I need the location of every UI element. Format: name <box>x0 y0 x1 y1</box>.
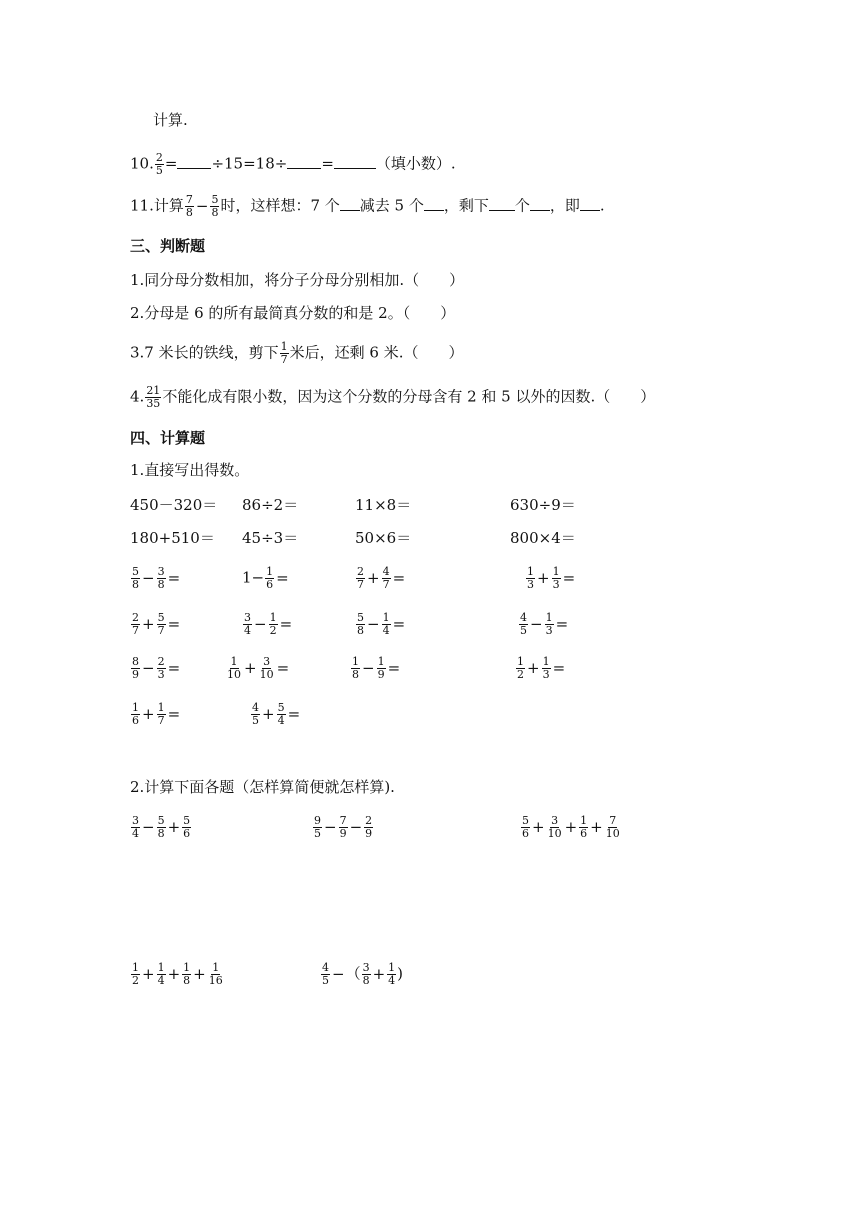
numerator: 3 <box>244 611 251 624</box>
denominator: 6 <box>580 827 588 840</box>
mental-calc-item: 800×4＝ <box>510 529 576 547</box>
fraction <box>157 566 166 591</box>
fraction <box>605 815 621 840</box>
denominator: 4 <box>277 714 285 727</box>
operator: + <box>142 704 155 723</box>
numerator: 1 <box>545 611 553 624</box>
judge-q1: 1.同分母分数相加，将分子分母分别相加.（ ） <box>130 271 465 289</box>
numerator: 1 <box>552 565 560 578</box>
denominator: 10 <box>259 668 274 681</box>
fraction <box>131 566 140 591</box>
equals: = <box>276 658 290 677</box>
numerator: 5 <box>183 814 191 827</box>
q11-text: 时，这样想：7 个 <box>220 196 340 215</box>
operator: + <box>142 614 155 633</box>
numerator: 4 <box>382 565 390 578</box>
numerator: 1 <box>157 701 165 714</box>
denominator: 5 <box>314 827 321 840</box>
fraction <box>387 962 396 987</box>
expression-4 <box>130 962 225 987</box>
numerator: 5 <box>522 814 529 827</box>
denominator: 4 <box>157 974 165 987</box>
numerator: 5 <box>211 193 219 206</box>
operator: + <box>532 817 545 836</box>
expression-1 <box>130 815 192 840</box>
fraction-item <box>130 566 181 591</box>
fraction <box>516 656 525 681</box>
denominator: 3 <box>157 668 165 681</box>
denominator: 8 <box>362 974 370 987</box>
fraction <box>382 566 391 591</box>
q10-text: ÷15=18÷ <box>211 154 288 173</box>
fraction <box>131 702 140 727</box>
denominator: 10 <box>605 827 620 840</box>
fraction-item <box>130 702 181 727</box>
fraction <box>542 656 551 681</box>
numerator: 7 <box>185 193 193 206</box>
denominator: 5 <box>520 624 527 637</box>
fraction <box>208 962 224 987</box>
equals: = <box>279 614 293 633</box>
numerator: 3 <box>551 814 559 827</box>
denominator: 8 <box>132 578 139 591</box>
q10-text: （填小数）. <box>375 154 456 173</box>
answer-blank[interactable] <box>424 195 444 211</box>
numerator: 1 <box>388 961 396 974</box>
numerator: 7 <box>609 814 617 827</box>
denominator: 7 <box>280 353 288 366</box>
answer-blank[interactable] <box>580 195 600 211</box>
fraction <box>552 566 561 591</box>
operator: − <box>142 568 155 587</box>
fraction <box>339 815 348 840</box>
fraction-item <box>130 612 181 637</box>
fraction-item <box>355 612 406 637</box>
q11-text: 减去 5 个 <box>359 196 424 215</box>
left-paren: （ <box>345 964 361 983</box>
numerator: 2 <box>157 655 165 668</box>
fraction <box>157 656 166 681</box>
fraction <box>377 656 386 681</box>
fraction <box>519 612 528 637</box>
numerator: 2 <box>132 611 139 624</box>
fraction <box>259 656 275 681</box>
operator: + <box>262 704 275 723</box>
fraction <box>579 815 588 840</box>
operator: + <box>372 964 386 983</box>
equals: = <box>392 568 406 587</box>
fraction-item <box>515 656 566 681</box>
fraction <box>356 566 365 591</box>
fraction <box>131 962 140 987</box>
equals: = <box>392 614 406 633</box>
mental-calc-item: 86÷2＝ <box>242 496 299 514</box>
denominator: 9 <box>132 668 139 681</box>
fraction <box>521 815 530 840</box>
operator: + <box>590 817 603 836</box>
mental-calc-item: 11×8＝ <box>355 496 412 514</box>
numerator: 2 <box>155 151 163 164</box>
fraction <box>364 815 373 840</box>
operator: − <box>142 817 155 836</box>
numerator: 1 <box>527 565 534 578</box>
fraction <box>269 612 278 637</box>
fraction <box>277 702 286 727</box>
numerator: 1 <box>542 655 550 668</box>
fraction <box>157 702 166 727</box>
fraction <box>243 612 252 637</box>
operator: + <box>527 658 540 677</box>
numerator: 1 <box>212 961 220 974</box>
denominator: 8 <box>352 668 359 681</box>
fraction <box>157 962 166 987</box>
denominator: 8 <box>157 578 165 591</box>
numerator: 2 <box>365 814 373 827</box>
q11-text: . <box>599 196 605 215</box>
denominator: 7 <box>132 624 139 637</box>
numerator: 1 <box>269 611 277 624</box>
equals: = <box>562 568 576 587</box>
denominator: 7 <box>382 578 390 591</box>
operator: − <box>367 614 380 633</box>
q11-text: 个 <box>514 196 530 215</box>
fraction <box>226 656 242 681</box>
fraction <box>131 815 140 840</box>
fraction-item <box>242 566 290 591</box>
fraction <box>185 194 194 219</box>
operator: − <box>349 817 363 836</box>
judge-q3-text: 米后，还剩 6 米.（ ） <box>289 343 464 362</box>
numerator: 1 <box>132 701 139 714</box>
fraction <box>382 612 391 637</box>
section-title-calc: 四、计算题 <box>130 429 206 447</box>
operator: + <box>564 817 578 836</box>
operator: − <box>324 817 337 836</box>
q11-text: 计算 <box>153 196 184 215</box>
fraction <box>356 612 365 637</box>
mental-calc-item: 45÷3＝ <box>242 529 299 547</box>
numerator: 1 <box>230 655 238 668</box>
numerator: 21 <box>146 384 161 397</box>
equals: = <box>555 614 569 633</box>
operator: + <box>142 964 155 983</box>
denominator: 2 <box>269 624 277 637</box>
denominator: 9 <box>339 827 347 840</box>
denominator: 16 <box>208 974 223 987</box>
numerator: 3 <box>362 961 370 974</box>
judge-q3 <box>130 341 463 366</box>
denominator: 4 <box>382 624 390 637</box>
mental-calc-item: 180+510＝ <box>130 529 215 547</box>
denominator: 3 <box>545 624 553 637</box>
denominator: 4 <box>132 827 139 840</box>
numerator: 3 <box>157 565 165 578</box>
expression-3 <box>520 815 622 840</box>
q11-number: 11. <box>130 196 154 215</box>
denominator: 6 <box>183 827 191 840</box>
fraction <box>526 566 535 591</box>
operator: + <box>244 658 257 677</box>
operator: − <box>332 964 345 983</box>
answer-blank[interactable] <box>340 195 360 211</box>
equals: = <box>552 658 566 677</box>
judge-q4 <box>130 385 655 410</box>
fraction <box>157 612 166 637</box>
fraction-item <box>242 612 293 637</box>
numerator: 2 <box>357 565 364 578</box>
mental-calc-item: 630÷9＝ <box>510 496 576 514</box>
judge-q2: 2.分母是 6 的所有最简真分数的和是 2。（ ） <box>130 304 456 322</box>
numerator: 4 <box>520 611 527 624</box>
numerator: 1 <box>266 565 274 578</box>
numerator: 7 <box>339 814 347 827</box>
expression-5 <box>320 962 403 987</box>
fraction <box>182 815 191 840</box>
judge-q4-text: 4. <box>130 387 145 406</box>
operator: + <box>167 817 181 836</box>
fraction <box>362 962 371 987</box>
denominator: 4 <box>244 624 251 637</box>
expression-2 <box>312 815 374 840</box>
numerator: 4 <box>252 701 259 714</box>
fraction-item <box>525 566 576 591</box>
denominator: 6 <box>522 827 529 840</box>
denominator: 7 <box>157 714 165 727</box>
numerator: 1 <box>382 611 390 624</box>
fraction <box>545 612 554 637</box>
denominator: 3 <box>542 668 550 681</box>
denominator: 3 <box>527 578 534 591</box>
numerator: 1 <box>517 655 524 668</box>
q10-number: 10. <box>130 154 154 173</box>
judge-q4-text: 不能化成有限小数，因为这个分数的分母含有 2 和 5 以外的因数.（ ） <box>162 387 656 406</box>
numerator: 4 <box>322 961 329 974</box>
numerator: 1 <box>280 340 288 353</box>
denominator: 6 <box>266 578 274 591</box>
fraction-item <box>518 612 569 637</box>
denominator: 10 <box>547 827 562 840</box>
denominator: 2 <box>132 974 139 987</box>
fraction <box>265 566 274 591</box>
fraction <box>131 656 140 681</box>
q11 <box>130 194 605 219</box>
right-paren: ) <box>397 964 404 983</box>
denominator: 5 <box>155 164 163 177</box>
operator: + <box>167 964 181 983</box>
operator: + <box>367 568 380 587</box>
numerator: 5 <box>157 611 165 624</box>
fraction <box>131 612 140 637</box>
equals: = <box>287 704 301 723</box>
numerator: 1 <box>580 814 588 827</box>
equals: = <box>167 614 181 633</box>
fraction <box>155 152 164 177</box>
equals: = <box>167 704 181 723</box>
denominator: 8 <box>183 974 191 987</box>
fraction <box>313 815 322 840</box>
fraction-item <box>225 656 290 681</box>
answer-blank[interactable] <box>489 195 515 211</box>
mental-calc-item: 50×6＝ <box>355 529 412 547</box>
numerator: 1 <box>183 961 191 974</box>
numerator: 1 <box>132 961 139 974</box>
judge-q3-text: 3.7 米长的铁线，剪下 <box>130 343 279 362</box>
numerator: 5 <box>132 565 139 578</box>
denominator: 8 <box>185 206 193 219</box>
fraction <box>145 385 161 410</box>
q11-text: ，剩下 <box>443 196 489 215</box>
fraction-item <box>130 656 181 681</box>
fraction <box>251 702 260 727</box>
calc-q1-label: 1.直接写出得数。 <box>130 461 250 479</box>
fraction <box>547 815 563 840</box>
mental-calc-item: 450－320＝ <box>130 496 218 514</box>
denominator: 8 <box>357 624 364 637</box>
denominator: 8 <box>211 206 219 219</box>
numerator: 1 <box>377 655 385 668</box>
denominator: 3 <box>552 578 560 591</box>
fraction <box>280 341 289 366</box>
numerator: 5 <box>357 611 364 624</box>
numerator: 1 <box>352 655 359 668</box>
equals: = <box>387 658 401 677</box>
operator: − <box>142 658 155 677</box>
denominator: 35 <box>146 397 161 410</box>
fraction <box>157 815 166 840</box>
fraction-item <box>350 656 401 681</box>
denominator: 2 <box>517 668 524 681</box>
fraction <box>321 962 330 987</box>
section-title-judge: 三、判断题 <box>130 237 206 255</box>
operator: − <box>362 658 375 677</box>
fraction <box>351 656 360 681</box>
equals: = <box>276 568 289 587</box>
denominator: 9 <box>377 668 385 681</box>
operator: + <box>537 568 550 587</box>
denominator: 7 <box>357 578 364 591</box>
q10-text: = <box>321 154 334 173</box>
fraction-item <box>250 702 301 727</box>
whole-minus: 1− <box>242 568 265 587</box>
denominator: 7 <box>157 624 165 637</box>
fraction-item <box>355 566 406 591</box>
operator: − <box>254 614 267 633</box>
numerator: 5 <box>157 814 165 827</box>
numerator: 3 <box>263 655 271 668</box>
q11-text: ，即 <box>549 196 580 215</box>
denominator: 5 <box>322 974 329 987</box>
equals: = <box>167 568 181 587</box>
q9-tail: 计算. <box>153 111 188 129</box>
operator: − <box>195 196 209 215</box>
numerator: 3 <box>132 814 139 827</box>
answer-blank[interactable] <box>177 153 211 169</box>
q10-text: = <box>164 154 178 173</box>
equals: = <box>167 658 181 677</box>
numerator: 8 <box>132 655 139 668</box>
answer-blank[interactable] <box>287 153 321 169</box>
denominator: 6 <box>132 714 139 727</box>
answer-blank[interactable] <box>530 195 550 211</box>
denominator: 5 <box>252 714 259 727</box>
fraction <box>210 194 219 219</box>
operator: − <box>530 614 543 633</box>
calc-q2-label: 2.计算下面各题（怎样算简便就怎样算). <box>130 778 395 796</box>
denominator: 10 <box>227 668 241 681</box>
denominator: 9 <box>365 827 373 840</box>
denominator: 4 <box>388 974 396 987</box>
denominator: 8 <box>157 827 165 840</box>
operator: + <box>193 964 206 983</box>
numerator: 9 <box>314 814 321 827</box>
numerator: 1 <box>157 961 165 974</box>
q10 <box>130 152 456 177</box>
answer-blank[interactable] <box>334 153 376 169</box>
numerator: 5 <box>277 701 285 714</box>
fraction <box>182 962 191 987</box>
